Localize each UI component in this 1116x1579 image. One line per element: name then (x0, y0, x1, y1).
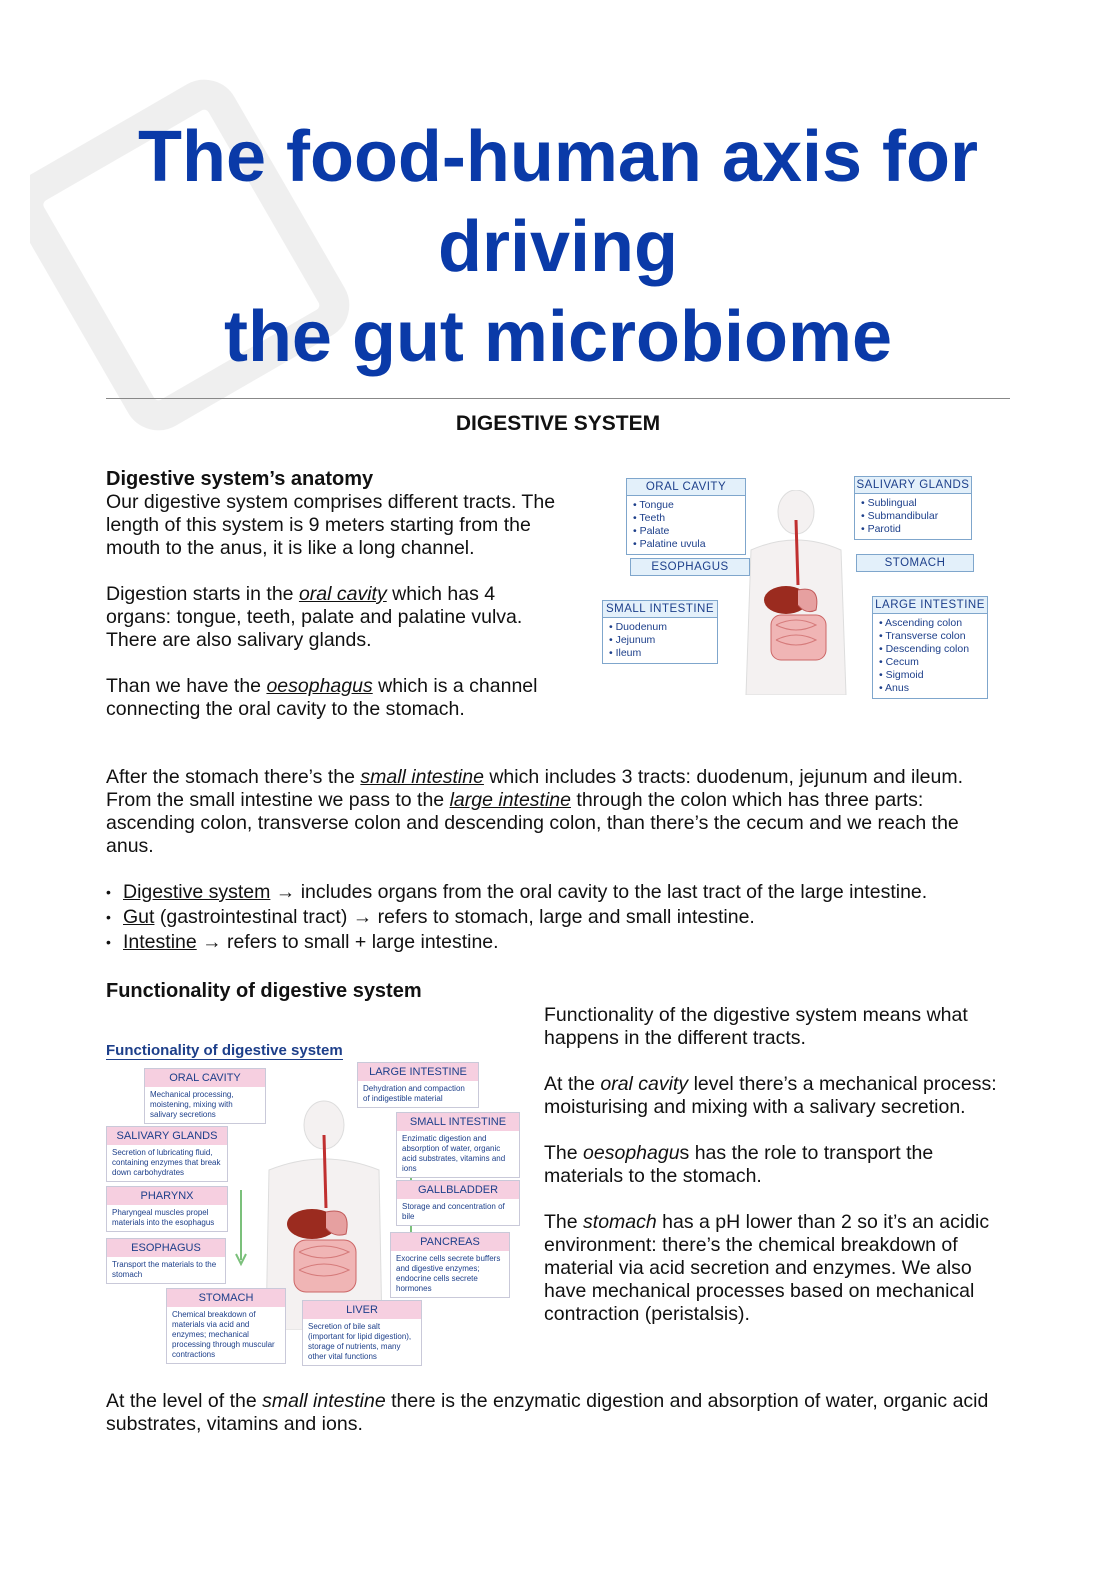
document-title (60, 112, 1056, 382)
small-intestine-card: SMALL INTESTINE Enzimatic digestion and absorption of water, organic acid substrates, vitamins and ions (396, 1112, 520, 1178)
term-large-intestine: large intestine (449, 789, 571, 811)
functionality-paragraph-5: At the level of the small intestine there is the enzymatic digestion and absorption of water, organic acid substrates, vitamins and ions. (106, 1390, 989, 1435)
down-arrow-icon (234, 1190, 248, 1270)
functionality-paragraph-2: At the oral cavity level there’s a mechanical process: moisturising and mixing with a salivary secretion. (544, 1073, 997, 1118)
esophagus-box: ESOPHAGUS (630, 558, 750, 576)
oral-cavity-card: ORAL CAVITY Mechanical processing, moistening, mixing with salivary secretions (144, 1068, 266, 1124)
section-title: DIGESTIVE SYSTEM (455, 412, 661, 435)
pharynx-card: PHARYNX Pharyngeal muscles propel materials into the esophagus (106, 1186, 228, 1232)
functionality-paragraph-1: Functionality of the digestive system means what happens in the different tracts. (544, 1004, 968, 1049)
title-line-1: The food-human axis for (137, 117, 979, 197)
functionality-heading-wrap (106, 980, 422, 1003)
anatomy-paragraph-1: Our digestive system comprises different tracts. The length of this system is 9 meters starting from the mouth to the anus, it is like a long channel. (106, 491, 556, 559)
stomach-box: STOMACH (856, 554, 974, 572)
title-line-2: driving (437, 207, 678, 287)
gallbladder-card: GALLBLADDER Storage and concentration of bile (396, 1180, 520, 1226)
pancreas-card: PANCREAS Exocrine cells secrete buffers and digestive enzymes; endocrine cells secrete hormones (390, 1232, 510, 1298)
figure-title: Functionality of digestive system (106, 1042, 343, 1059)
small-intestine-box: SMALL INTESTINE • Duodenum • Jejunum • Ileum (602, 600, 718, 664)
title-line-3: the gut microbiome (223, 297, 893, 377)
anatomy-paragraph-3: Than we have the oesophagus which is a channel connecting the oral cavity to the stomach. (106, 675, 538, 720)
functionality-paragraph-3: The oesophagus has the role to transport the materials to the stomach. (544, 1142, 934, 1187)
anatomy-heading: Digestive system’s anatomy (106, 468, 374, 490)
term-oesophagus: oesophagus (266, 675, 373, 697)
functionality-figure (104, 1040, 524, 1365)
anatomy-paragraph-4: After the stomach there’s the small intestine which includes 3 tracts: duodenum, jejunum and ileum. From the small intestine we pass to the large intestine through the colon which has three parts: ascending colon, transverse colon and descending colon, than there’s the cecum and we reach the anus. (106, 766, 964, 857)
definitions-list (106, 880, 1016, 955)
large-intestine-box: LARGE INTESTINE • Ascending colon • Transverse colon • Descending colon • Cecum • Sigmoid • Anus (872, 596, 988, 699)
title-divider (106, 398, 1010, 399)
functionality-paragraph-4: The stomach has a pH lower than 2 so it’s an acidic environment: there’s the chemical breakdown of material via acid secretion and enzymes. We also have mechanical processes based on mechanical contraction (peristalsis). (544, 1211, 990, 1325)
anatomy-paragraph-2: Digestion starts in the oral cavity which has 4 organs: tongue, teeth, palate and palatine vulva. There are also salivary glands. (106, 583, 523, 651)
functionality-section (544, 1004, 1004, 1326)
term-oral-cavity: oral cavity (298, 583, 387, 605)
esophagus-card: ESOPHAGUS Transport the materials to the stomach (106, 1238, 226, 1284)
definition-item: • Digestive system → includes organs from the oral cavity to the last tract of the large intestine. (106, 880, 1016, 905)
definition-item: • Intestine → refers to small + large intestine. (106, 930, 1016, 955)
anatomy-figure (596, 472, 992, 694)
oral-cavity-box: ORAL CAVITY • Tongue • Teeth • Palate • Palatine uvula (626, 478, 746, 555)
salivary-glands-box: SALIVARY GLANDS • Sublingual • Submandibular • Parotid (854, 476, 972, 540)
body-silhouette-image (736, 490, 856, 695)
anatomy-section (106, 468, 561, 721)
large-intestine-card: LARGE INTESTINE Dehydration and compaction of indigestible material (357, 1062, 479, 1108)
definition-item: • Gut (gastrointestinal tract) → refers to stomach, large and small intestine. (106, 905, 1016, 930)
functionality-heading: Functionality of digestive system (106, 980, 422, 1002)
liver-card: LIVER Secretion of bile salt (important for lipid digestion), storage of nutrients, many other vital functions (302, 1300, 422, 1366)
salivary-glands-card: SALIVARY GLANDS Secretion of lubricating fluid, containing enzymes that break down carbohydrates (106, 1126, 228, 1182)
term-small-intestine: small intestine (360, 766, 484, 788)
stomach-card: STOMACH Chemical breakdown of materials via acid and enzymes; mechanical processing through muscular contractions (166, 1288, 286, 1364)
